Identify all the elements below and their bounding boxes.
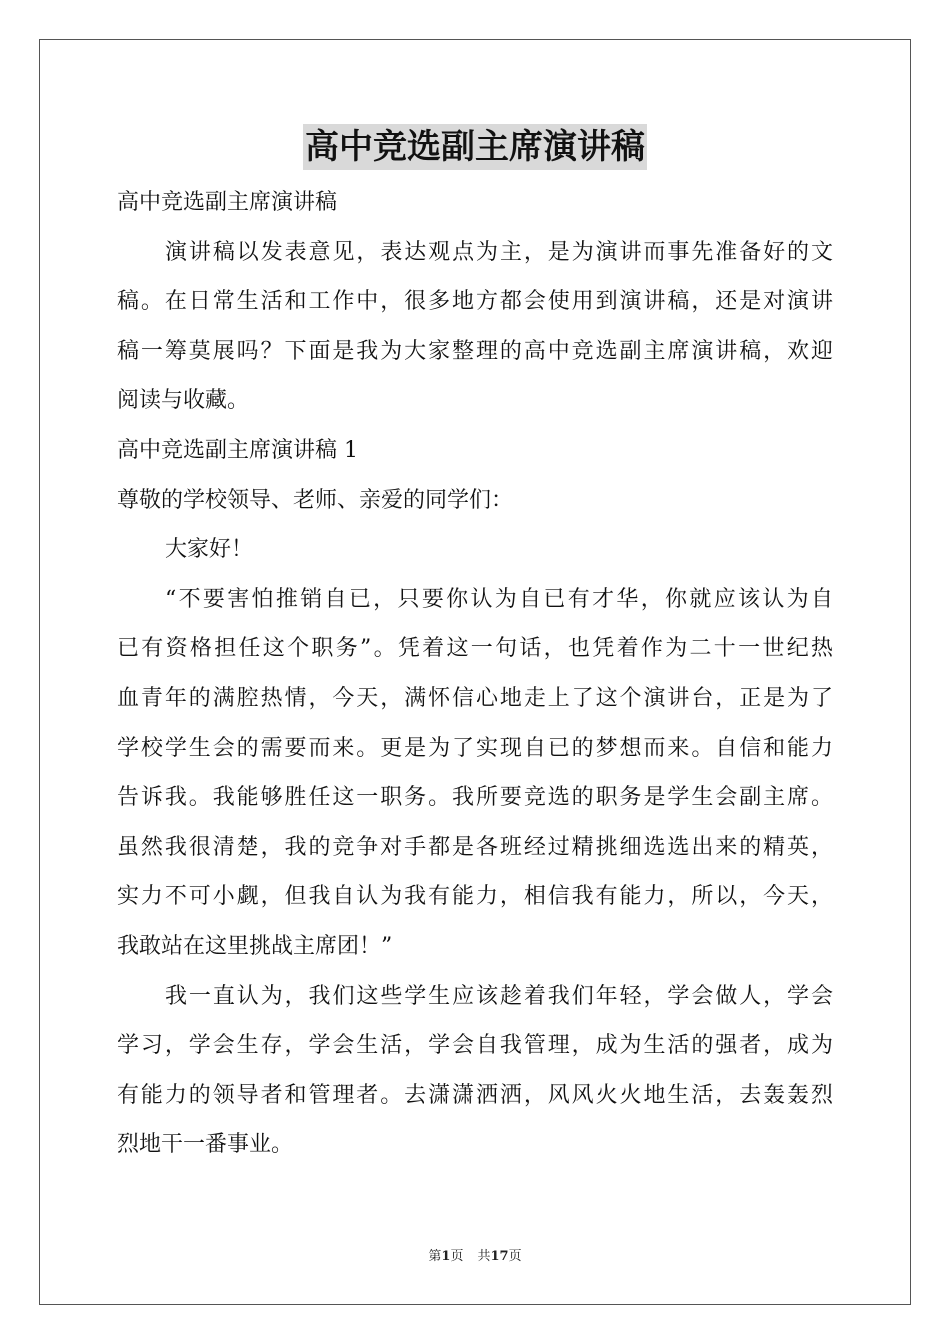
text-line: 大家好！ [165, 537, 254, 563]
title-container [0, 124, 950, 170]
text-line: 告诉我。我能够胜任这一职务。我所要竞选的职务是学生会副主席。 [117, 785, 833, 811]
text-line: 学习，学会生存，学会生活，学会自我管理，成为生活的强者，成为 [117, 1033, 833, 1059]
text-line: 尊敬的学校领导、老师、亲爱的同学们： [117, 487, 514, 513]
current-page-number: 1 [441, 1249, 451, 1264]
text-line: 烈地干一番事业。 [117, 1132, 294, 1158]
text-line: 我一直认为，我们这些学生应该趁着我们年轻，学会做人，学会 [165, 983, 833, 1009]
text-line: 虽然我很清楚，我的竞争对手都是各班经过精挑细选选出来的精英， [117, 834, 833, 860]
document-title: 高中竞选副主席演讲稿 [303, 124, 647, 170]
page-suffix: 页 [450, 1249, 464, 1264]
text-line: 实力不可小觑，但我自认为我有能力，相信我有能力，所以，今天， [117, 884, 833, 910]
text-line: 高中竞选副主席演讲稿 [117, 190, 338, 215]
text-line: 血青年的满腔热情，今天，满怀信心地走上了这个演讲台，正是为了 [117, 685, 833, 711]
text-line: 稿。在日常生活和工作中，很多地方都会使用到演讲稿，还是对演讲 [117, 289, 833, 315]
text-line: 有能力的领导者和管理者。去潇潇洒洒，风风火火地生活，去轰轰烈 [117, 1082, 833, 1108]
document-body [117, 178, 833, 1170]
text-line: 我敢站在这里挑战主席团！” [117, 933, 393, 959]
page-footer [0, 1249, 950, 1265]
total-pages-number: 17 [490, 1249, 509, 1264]
text-line: 已有资格担任这个职务”。凭着这一句话，也凭着作为二十一世纪热 [117, 636, 833, 662]
text-line: “不要害怕推销自已，只要你认为自已有才华，你就应该认为自 [165, 586, 833, 612]
total-prefix: 共 [477, 1249, 491, 1264]
text-line: 高中竞选副主席演讲稿 1 [117, 437, 358, 463]
page-prefix: 第 [428, 1249, 442, 1264]
total-suffix: 页 [508, 1249, 522, 1264]
text-line: 阅读与收藏。 [117, 388, 250, 414]
text-line: 稿一筹莫展吗？下面是我为大家整理的高中竞选副主席演讲稿，欢迎 [117, 338, 833, 364]
text-line: 学校学生会的需要而来。更是为了实现自已的梦想而来。自信和能力 [117, 735, 833, 761]
text-line: 演讲稿以发表意见，表达观点为主，是为演讲而事先准备好的文 [165, 239, 833, 265]
